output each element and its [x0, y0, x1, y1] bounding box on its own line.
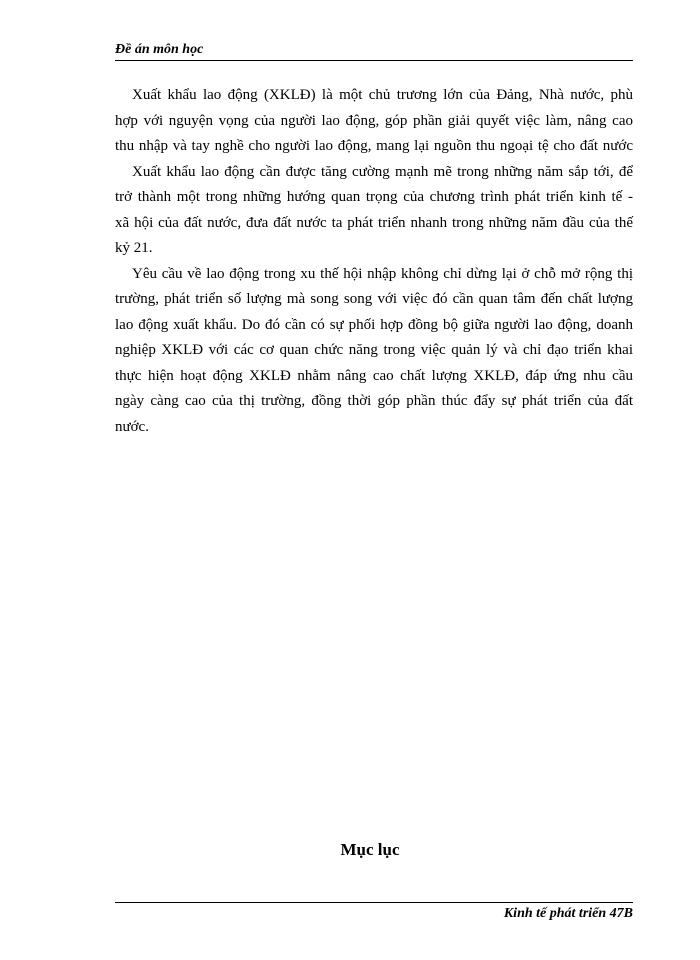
text-line: Yêu cầu về lao động trong xu thế hội nhập không chỉ dừng lại ở chỗ mở rộng thị — [132, 265, 633, 282]
text-line: thu nhập và tay nghề cho người lao động, mang lại nguồn thu ngoại tệ cho đất nước — [115, 138, 633, 154]
text-line: Xuất khẩu lao động (XKLĐ) là một chủ trương lớn của Đảng, Nhà nước, phù — [132, 87, 633, 103]
document-body — [115, 83, 633, 440]
text-line: hợp với nguyện vọng của người lao động, góp phần giải quyết việc làm, nâng cao — [115, 112, 633, 129]
paragraph — [115, 160, 633, 262]
paragraph — [115, 83, 633, 160]
text-line: thực hiện hoạt động XKLĐ nhằm nâng cao chất lượng XKLĐ, đáp ứng nhu cầu — [115, 367, 633, 384]
text-line: trở thành một trong những hướng quan trọng của chương trình phát triển kinh tế - — [115, 189, 633, 205]
paragraph — [115, 262, 633, 441]
text-line: lao động xuất khẩu. Do đó cần có sự phối hợp đồng bộ giữa người lao động, doanh — [115, 316, 633, 333]
toc-heading: Mục lục — [340, 840, 400, 859]
text-line: kỷ 21. — [115, 240, 153, 256]
text-line: Xuất khẩu lao động cần được tăng cường mạnh mẽ trong những năm sắp tới, để — [132, 163, 633, 180]
text-line: xã hội của đất nước, đưa đất nước ta phát triển nhanh trong những năm đầu của thế — [115, 214, 633, 231]
text-line: nghiệp XKLĐ với các cơ quan chức năng trong việc quản lý và chỉ đạo triển khai — [115, 342, 633, 358]
text-line: trường, phát triển số lượng mà song song với việc đó cần quan tâm đến chất lượng — [115, 291, 633, 307]
page-footer: Kinh tế phát triển 47B — [115, 902, 633, 922]
text-line: ngày càng cao của thị trường, đồng thời góp phần thúc đẩy sự phát triển của đất — [115, 393, 633, 409]
page-header: Đề án môn học — [115, 42, 633, 61]
text-line: nước. — [115, 418, 149, 435]
